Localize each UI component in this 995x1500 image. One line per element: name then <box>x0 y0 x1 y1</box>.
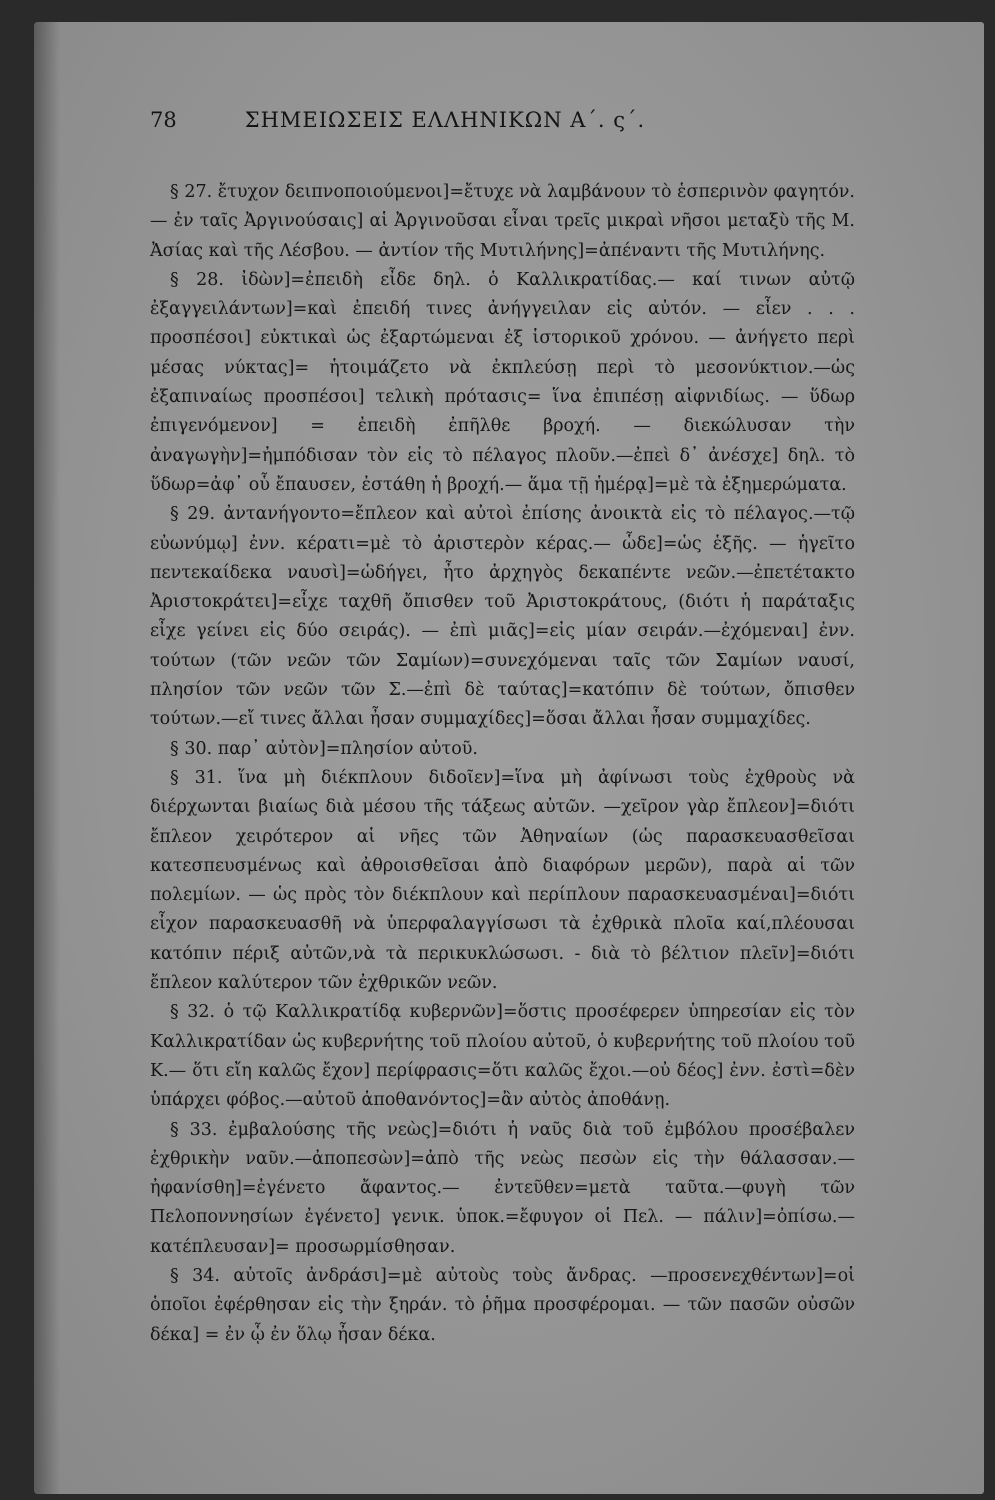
page-header <box>150 108 740 138</box>
note-section-31: § 31. ἵνα μὴ διέκπλουν διδοῖεν]=ἵνα μὴ ἀφίνωσι τοὺς ἐχθροὺς νὰ διέρχωνται βιαίως διὰ μέσου τῆς τάξεως αὐτῶν. —χεῖρον γὰρ ἔπλεον]=διότι ἔπλεον χειρότερον αἱ νῆες τῶν Ἀθηναίων (ὡς παρασκευασθεῖσαι κατεσπευσμένως καὶ ἀθροισθεῖσαι ἀπὸ διαφόρων μερῶν), παρὰ αἱ τῶν πολεμίων. — ὡς πρὸς τὸν διέκπλουν καὶ περίπλουν παρασκευασμέναι]=διότι εἶχον παρασκευασθῆ νὰ ὑπερφαλαγγίσωσι τὰ ἐχθρικὰ πλοῖα καί,πλέουσαι κατόπιν πέριξ αὐτῶν,νὰ τὰ περικυκλώσωσι. - διὰ τὸ βέλτιον πλεῖν]=διότι ἔπλεον καλύτερον τῶν ἐχθρικῶν νεῶν. <box>150 767 855 994</box>
note-section-28: § 28. ἰδὼν]=ἐπειδὴ εἶδε δηλ. ὁ Καλλικρατίδας.— καί τινων αὐτῷ ἐξαγγειλάντων]=καὶ ἐπειδή τινες ἀνήγγειλαν εἰς αὐτόν. — εἶεν . . . προσπέσοι] εὐκτικαὶ ὡς ἐξαρτώμεναι ἐξ ἱστορικοῦ χρόνου. — ἀνήγετο περὶ μέσας νύκτας]= ἡτοιμάζετο νὰ ἐκπλεύσῃ περὶ τὸ μεσονύκτιον.—ὡς ἐξαπιναίως προσπέσοι] τελικὴ πρότασις= ἵνα ἐπιπέσῃ αἰφνιδίως. — ὕδωρ ἐπιγενόμενον] = ἐπειδὴ ἐπῆλθε βροχή. — διεκώλυσαν τὴν ἀναγωγὴν]=ἠμπόδισαν τὸν εἰς τὸ πέλαγος πλοῦν.—ἐπεὶ δ᾽ ἀνέσχε] δηλ. τὸ ὕδωρ=ἀφ᾽ οὗ ἔπαυσεν, ἐστάθη ἡ βροχή.— ἅμα τῇ ἡμέρᾳ]=μὲ τὰ ἐξημερώματα. <box>150 269 855 495</box>
note-section-33: § 33. ἐμβαλούσης τῆς νεὼς]=διότι ἡ ναῦς διὰ τοῦ ἐμβόλου προσέβαλεν ἐχθρικὴν ναῦν.—ἀποπεσὼν]=ἀπὸ τῆς νεὼς πεσὼν εἰς τὴν θάλασσαν.—ἠφανίσθη]=ἐγένετο ἄφαντος.— ἐντεῦθεν=μετὰ ταῦτα.—φυγὴ τῶν Πελοποννησίων ἐγένετο] γενικ. ὑποκ.=ἔφυγον οἱ Πελ. — πάλιν]=ὀπίσω.—κατέπλευσαν]= προσωρμίσθησαν. <box>150 1119 855 1257</box>
note-section-34: § 34. αὐτοῖς ἀνδράσι]=μὲ αὐτοὺς τοὺς ἄνδρας. —προσενεχθέντων]=οἱ ὁποῖοι ἐφέρθησαν εἰς τὴν ξηράν. τὸ ῥῆμα προσφέρομαι. — τῶν πασῶν οὐσῶν δέκα] = ἐν ᾧ ἐν ὅλῳ ἦσαν δέκα. <box>150 1265 855 1345</box>
note-section-29: § 29. ἀντανήγοντο=ἔπλεον καὶ αὐτοὶ ἐπίσης ἀνοικτὰ εἰς τὸ πέλαγος.—τῷ εὐωνύμῳ] ἐνν. κέρατι=μὲ τὸ ἀριστερὸν κέρας.— ὧδε]=ὡς ἑξῆς. — ἡγεῖτο πεντεκαίδεκα ναυσὶ]=ὡδήγει, ἦτο ἀρχηγὸς δεκαπέντε νεῶν.—ἐπετέτακτο Ἀριστοκράτει]=εἶχε ταχθῆ ὄπισθεν τοῦ Ἀριστοκράτους, (διότι ἡ παράταξις εἶχε γείνει εἰς δύο σειράς). — ἐπὶ μιᾶς]=εἰς μίαν σειράν.—ἐχόμεναι] ἐνν. τούτων (τῶν νεῶν τῶν Σαμίων)=συνεχόμεναι ταῖς τῶν Σαμίων ναυσί, πλησίον τῶν νεῶν τῶν Σ.—ἐπὶ δὲ ταύτας]=κατόπιν δὲ τούτων, ὄπισθεν τούτων.—εἴ τινες ἄλλαι ἦσαν συμμαχίδες]=ὅσαι ἄλλαι ἦσαν συμμαχίδες. <box>150 504 855 730</box>
gutter-shadow <box>34 22 60 1494</box>
commentary-text <box>150 178 855 1350</box>
note-section-27: § 27. ἔτυχον δειπνοποιούμενοι]=ἔτυχε νὰ λαμβάνουν τὸ ἑσπερινὸν φαγητόν.— ἐν ταῖς Ἀργινούσαις] αἱ Ἀργινοῦσαι εἶναι τρεῖς μικραὶ νῆσοι μεταξὺ τῆς Μ. Ἀσίας καὶ τῆς Λέσβου. — ἀντίον τῆς Μυτιλήνης]=ἀπέναντι τῆς Μυτιλήνης. <box>150 182 855 261</box>
note-section-32: § 32. ὁ τῷ Καλλικρατίδᾳ κυβερνῶν]=ὅστις προσέφερεν ὑπηρεσίαν εἰς τὸν Καλλικρατίδαν ὡς κυβερνήτης τοῦ πλοίου αὐτοῦ, ὁ κυβερνήτης τοῦ πλοίου τοῦ Κ.— ὅτι εἴη καλῶς ἔχον] περίφρασις=ὅτι καλῶς ἔχοι.—οὐ δέος] ἐνν. ἐστὶ=δὲν ὑπάρχει φόβος.—αὐτοῦ ἀποθανόντος]=ἂν αὐτὸς ἀποθάνῃ. <box>150 1002 855 1111</box>
running-title: ΣΗΜΕΙΩΣΕΙΣ ΕΛΛΗΝΙΚΩΝ Α΄. ς΄. <box>244 108 646 132</box>
page-number: 78 <box>150 108 177 132</box>
note-section-30: § 30. παρ᾽ αὐτὸν]=πλησίον αὐτοῦ. <box>170 738 478 759</box>
